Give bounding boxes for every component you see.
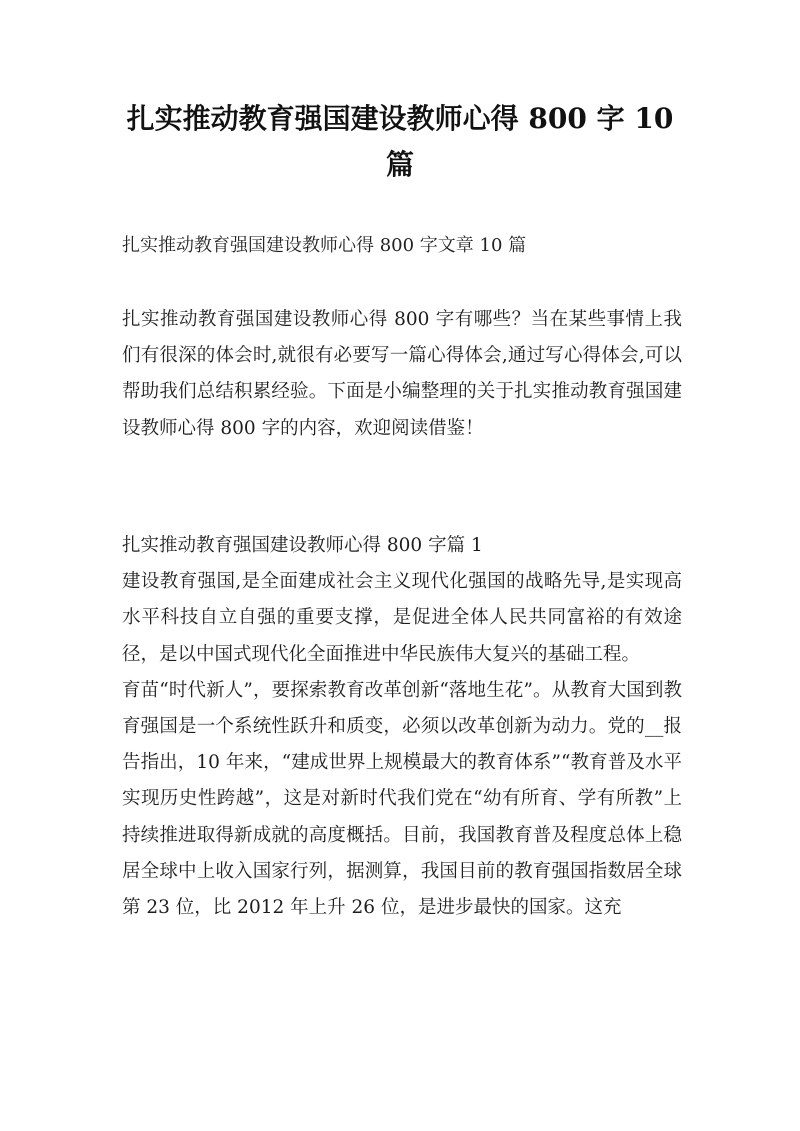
section-1-paragraph-2: 育苗“时代新人”，要探索教育改革创新“落地生花”。从教育大国到教育强国是一个系统性跃升和质变，必须以改革创新为动力。党的__报告指出，10 年来，“建成世界上规模最大的教育体系”“教育普及水平实现历史性跨越”，这是对新时代我们党在“幼有所育、学有所教”上持续推进取得新成就的高度概括。目前，我国教育普及程度总体上稳居全球中上收入国家行列，据测算，我国目前的教育强国指数居全球第 23 位，比 2012 年上升 26 位，是进步最快的国家。这充 [122,679,682,919]
intro-paragraph: 扎实推动教育强国建设教师心得 800 字有哪些？当在某些事情上我们有很深的体会时,就很有必要写一篇心得体会,通过写心得体会,可以帮助我们总结积累经验。下面是小编整理的关于扎实推动教育强国建设教师心得 800 字的内容，欢迎阅读借鉴！ [122,309,682,439]
section-1 [122,528,682,926]
document-subtitle: 扎实推动教育强国建设教师心得 800 字文章 10 篇 [122,235,527,256]
section-1-paragraph-1: 建设教育强国,是全面建成社会主义现代化强国的战略先导,是实现高水平科技自立自强的重要支撑，是促进全体人民共同富裕的有效途径，是以中国式现代化全面推进中华民族伟大复兴的基础工程。 [122,571,682,665]
section-1-heading: 扎实推动教育强国建设教师心得 800 字篇 1 [122,535,483,556]
document-title: 扎实推动教育强国建设教师心得 800 字 10 篇 [126,102,674,181]
